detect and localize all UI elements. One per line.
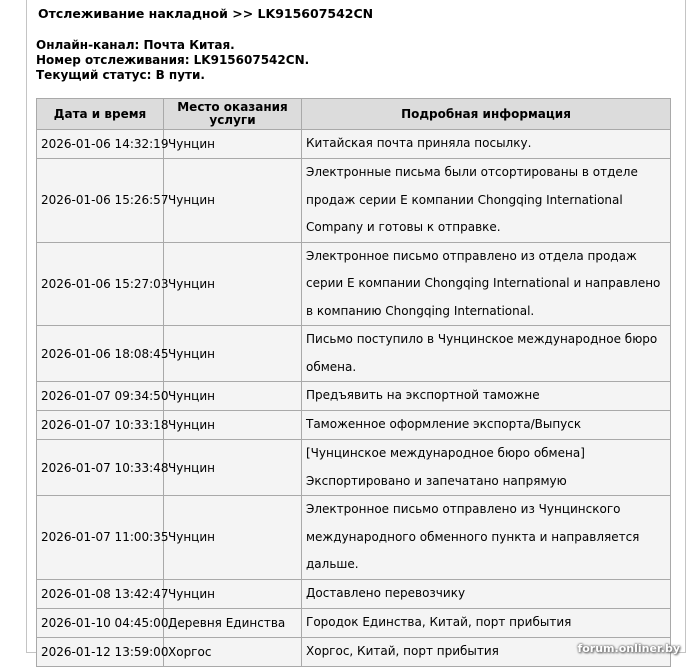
table-row	[37, 496, 671, 580]
table-row	[37, 440, 671, 496]
row-place: Чунцин	[164, 440, 302, 496]
row-date: 2026-01-06 18:08:45	[37, 326, 164, 382]
row-place: Хоргос	[164, 637, 302, 666]
row-place: Чунцин	[164, 242, 302, 326]
row-place: Чунцин	[164, 579, 302, 608]
row-date: 2026-01-07 09:34:50	[37, 382, 164, 411]
table-row	[37, 242, 671, 326]
watermark: forum.onliner.by	[577, 642, 680, 655]
tracking-table	[36, 98, 671, 667]
row-detail: Доставлено перевозчику	[302, 579, 671, 608]
row-date: 2026-01-07 10:33:18	[37, 411, 164, 440]
row-place: Чунцин	[164, 496, 302, 580]
table-row	[37, 608, 671, 637]
header-date: Дата и время	[37, 99, 164, 130]
status-line: Текущий статус: В пути.	[36, 68, 205, 82]
table-row	[37, 411, 671, 440]
row-place: Чунцин	[164, 382, 302, 411]
row-detail: [Чунцинское международное бюро обмена] Экспортировано и запечатано напрямую	[302, 440, 671, 496]
channel-line: Онлайн-канал: Почта Китая.	[36, 38, 235, 52]
tracking-number-line: Номер отслеживания: LK915607542CN.	[36, 53, 310, 67]
row-detail: Таможенное оформление экспорта/Выпуск	[302, 411, 671, 440]
row-place: Чунцин	[164, 159, 302, 243]
row-place: Чунцин	[164, 326, 302, 382]
page-title: Отслеживание накладной >> LK915607542CN	[38, 6, 374, 21]
row-date: 2026-01-06 15:27:03	[37, 242, 164, 326]
table-row	[37, 579, 671, 608]
header-place: Место оказания услуги	[164, 99, 302, 130]
row-detail: Электронное письмо отправлено из отдела продаж серии E компании Chongqing International и направлено в компанию Chongqing International.	[302, 242, 671, 326]
row-place: Чунцин	[164, 411, 302, 440]
row-detail: Китайская почта приняла посылку.	[302, 130, 671, 159]
table-row	[37, 382, 671, 411]
table-row	[37, 130, 671, 159]
tracking-info	[36, 38, 309, 83]
row-detail: Электронные письма были отсортированы в отделе продаж серии E компании Chongqing International Company и готовы к отправке.	[302, 159, 671, 243]
table-row	[37, 637, 671, 666]
table-header-row	[37, 99, 671, 130]
header-detail: Подробная информация	[302, 99, 671, 130]
table-row	[37, 326, 671, 382]
row-date: 2026-01-07 10:33:48	[37, 440, 164, 496]
row-date: 2026-01-07 11:00:35	[37, 496, 164, 580]
row-detail: Предъявить на экспортной таможне	[302, 382, 671, 411]
row-detail: Электронное письмо отправлено из Чунцинского международного обменного пункта и направляется дальше.	[302, 496, 671, 580]
row-place: Чунцин	[164, 130, 302, 159]
row-detail: Городок Единства, Китай, порт прибытия	[302, 608, 671, 637]
row-detail: Хоргос, Китай, порт прибытия	[302, 637, 671, 666]
row-date: 2026-01-06 15:26:57	[37, 159, 164, 243]
row-date: 2026-01-10 04:45:00	[37, 608, 164, 637]
row-date: 2026-01-06 14:32:19	[37, 130, 164, 159]
row-date: 2026-01-12 13:59:00	[37, 637, 164, 666]
row-detail: Письмо поступило в Чунцинское международное бюро обмена.	[302, 326, 671, 382]
row-date: 2026-01-08 13:42:47	[37, 579, 164, 608]
table-row	[37, 159, 671, 243]
row-place: Деревня Единства	[164, 608, 302, 637]
